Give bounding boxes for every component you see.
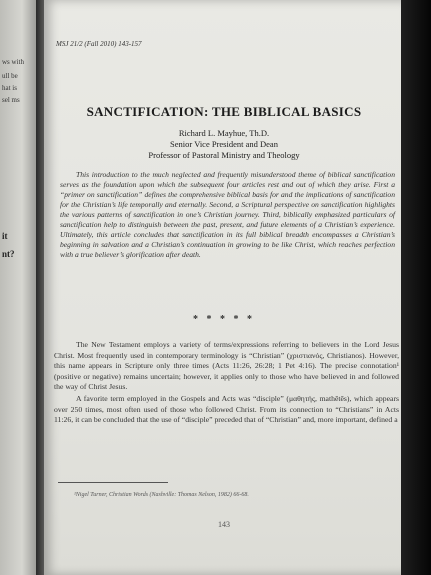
abstract [60,170,395,260]
book-page [44,0,404,575]
body-text [54,340,399,427]
left-page-fragment: nt? [2,250,15,259]
author-name: Richard L. Mayhue, Th.D. [178,128,270,138]
page-number: 143 [218,520,230,529]
body-paragraph: A favorite term employed in the Gospels and Acts was “disciple” (μαθητής, mathētēs), which appears over 250 times, most often used of those who followed Christ. From its connection to “Christians” in Acts 11:26, it can be concluded that the use of “disciple” preceded that of “Christian” and, more important, defined a [54,393,399,425]
footnote: ¹Nigel Turner, Christian Words (Nashville: Thomas Nelson, 1982) 66-68. [74,492,249,498]
author-role: Senior Vice President and Dean [170,139,278,149]
article-title: SANCTIFICATION: THE BIBLICAL BASICS [86,104,362,119]
left-page-fragment: ull be [2,72,18,80]
dark-background-edge [401,0,431,575]
left-page-fragment: ws with [2,58,24,66]
body-paragraph: The New Testament employs a variety of terms/expressions referring to believers in the Lord Jesus Christ. Most frequently used in contemporary terminology is “Christian” (χριστιανός, Christianos). However, this name appears in Scripture only three times (Acts 11:26, 26:28; 1 Pet 4:16). The precise connotation¹ (positive or negative) remains uncertain; however, it applies only to those who have believed in and followed the way of Christ Jesus. [54,340,399,392]
section-separator: * * * * * [193,314,255,325]
footnote-divider [58,482,168,483]
left-page-fragment: hat is [2,84,17,92]
author-role: Professor of Pastoral Ministry and Theology [148,150,300,160]
byline [44,128,404,161]
left-page-edge [0,0,40,575]
abstract-text: This introduction to the much neglected and frequently misunderstood theme of biblical sanctification serves as the foundation upon which the subsequent four articles rest and out of which they arise. First a “primer on sanctification” defines the comprehensive biblical basis for and the implications of sanctification for the Christian’s life temporally and eternally. Second, a Scriptural perspective on sanctification highlights the various patterns of sanctification in one’s Christian journey. Third, biblically emphasized particulars of sanctification help to distinguish between the past, present, and future elements of a Christian’s experience. Ultimately, this article concludes that sanctification in its full biblical breadth encompasses a Christian’s beginning in salvation and a Christian’s continuation in growing to be like Christ, which reaches perfection with a true believer’s glorification after death. [60,170,395,259]
journal-citation: MSJ 21/2 (Fall 2010) 143-157 [56,40,142,48]
left-page-fragment: sel ms [2,96,20,104]
left-page-fragment: it [2,232,8,241]
